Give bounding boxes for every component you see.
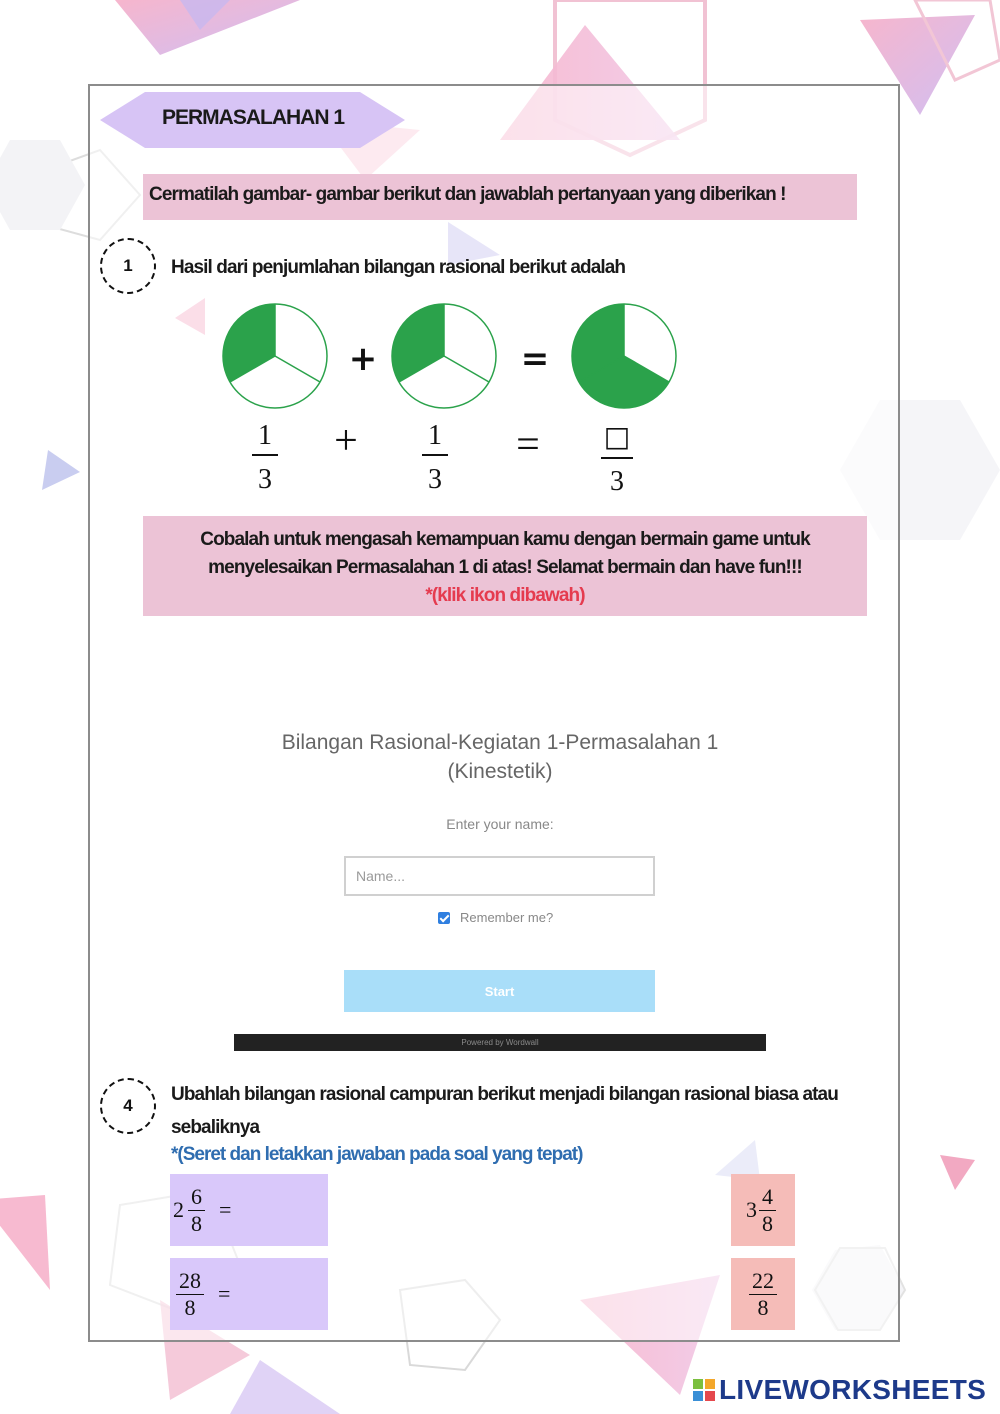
wordwall-footer: Powered by Wordwall xyxy=(234,1034,766,1051)
question-1-text: Hasil dari penjumlahan bilangan rasional berikut adalah xyxy=(171,257,626,278)
instruction-box xyxy=(143,174,857,220)
fraction-a-denominator: 3 xyxy=(258,464,272,495)
plus-symbol: + xyxy=(348,339,378,379)
fraction-numerator: 4 xyxy=(759,1184,776,1211)
equals-symbol-2: = xyxy=(516,422,540,468)
fraction-b-numerator: 1 xyxy=(428,420,442,451)
fraction-pie-2 xyxy=(392,304,496,408)
remember-me-checkbox[interactable] xyxy=(438,912,450,924)
fraction-addition-figure xyxy=(215,298,685,498)
remember-me-row[interactable] xyxy=(438,910,553,925)
name-input[interactable] xyxy=(344,856,655,896)
drop-target-mixed-fraction[interactable] xyxy=(170,1174,328,1246)
instruction-text: Cermatilah gambar- gambar berikut dan jawablah pertanyaan yang diberikan ! xyxy=(149,184,786,205)
question-4-text: Ubahlah bilangan rasional campuran berikut menjadi bilangan rasional biasa atau sebaliknya xyxy=(171,1084,838,1138)
game-prompt-click-hint[interactable]: *(klik ikon dibawah) xyxy=(425,585,585,606)
game-prompt-box xyxy=(143,516,867,616)
equals-symbol: = xyxy=(520,339,550,379)
liveworksheets-logo xyxy=(693,1374,986,1406)
fraction-a-numerator: 1 xyxy=(258,420,272,451)
fraction-denominator: 8 xyxy=(184,1294,196,1320)
fraction-result-numerator: □ xyxy=(603,420,631,453)
liveworksheets-logo-icon xyxy=(693,1379,715,1401)
question-number-4: 4 xyxy=(100,1078,156,1134)
equals-sign: = xyxy=(218,1281,231,1306)
plus-symbol-2: + xyxy=(334,418,358,464)
mixed-whole: 3 xyxy=(746,1197,757,1222)
fraction xyxy=(176,1268,204,1321)
draggable-answer-improper[interactable] xyxy=(731,1258,795,1330)
name-label: Enter your name: xyxy=(446,816,554,832)
question-4-hint: *(Seret dan letakkan jawaban pada soal yang tepat) xyxy=(171,1144,583,1165)
fraction-numerator: 22 xyxy=(749,1268,777,1295)
fraction-pie-3 xyxy=(572,304,676,408)
fraction-denominator: 8 xyxy=(757,1294,769,1320)
game-prompt-line-2: menyelesaikan Permasalahan 1 di atas! Selamat bermain dan have fun!!! xyxy=(208,557,802,578)
equals-sign: = xyxy=(219,1197,232,1222)
remember-me-label: Remember me? xyxy=(460,910,554,925)
fraction-pie-1 xyxy=(223,304,327,408)
start-button[interactable]: Start xyxy=(344,970,655,1012)
question-number-1: 1 xyxy=(100,238,156,294)
drop-target-improper-fraction[interactable] xyxy=(170,1258,328,1330)
fraction-denominator: 8 xyxy=(762,1210,773,1236)
mixed-whole: 2 xyxy=(173,1197,184,1222)
fraction xyxy=(759,1184,776,1237)
fraction-numerator: 28 xyxy=(176,1268,204,1295)
fraction-numerator: 6 xyxy=(188,1184,205,1211)
banner-title: PERMASALAHAN 1 xyxy=(162,106,345,129)
liveworksheets-logo-text: LIVEWORKSHEETS xyxy=(719,1374,987,1405)
wordwall-title-line-1: Bilangan Rasional-Kegiatan 1-Permasalahan 1 xyxy=(281,731,719,754)
wordwall-activity-title xyxy=(230,728,770,786)
game-prompt-line-1: Cobalah untuk mengasah kemampuan kamu dengan bermain game untuk xyxy=(200,529,810,550)
wordwall-title-line-2: (Kinestetik) xyxy=(447,760,553,783)
fraction-b-denominator: 3 xyxy=(428,464,442,495)
fraction-result-denominator: 3 xyxy=(610,466,624,497)
fraction-denominator: 8 xyxy=(191,1210,202,1236)
fraction xyxy=(749,1268,777,1321)
draggable-answer-mixed[interactable] xyxy=(731,1174,795,1246)
fraction xyxy=(188,1184,205,1237)
